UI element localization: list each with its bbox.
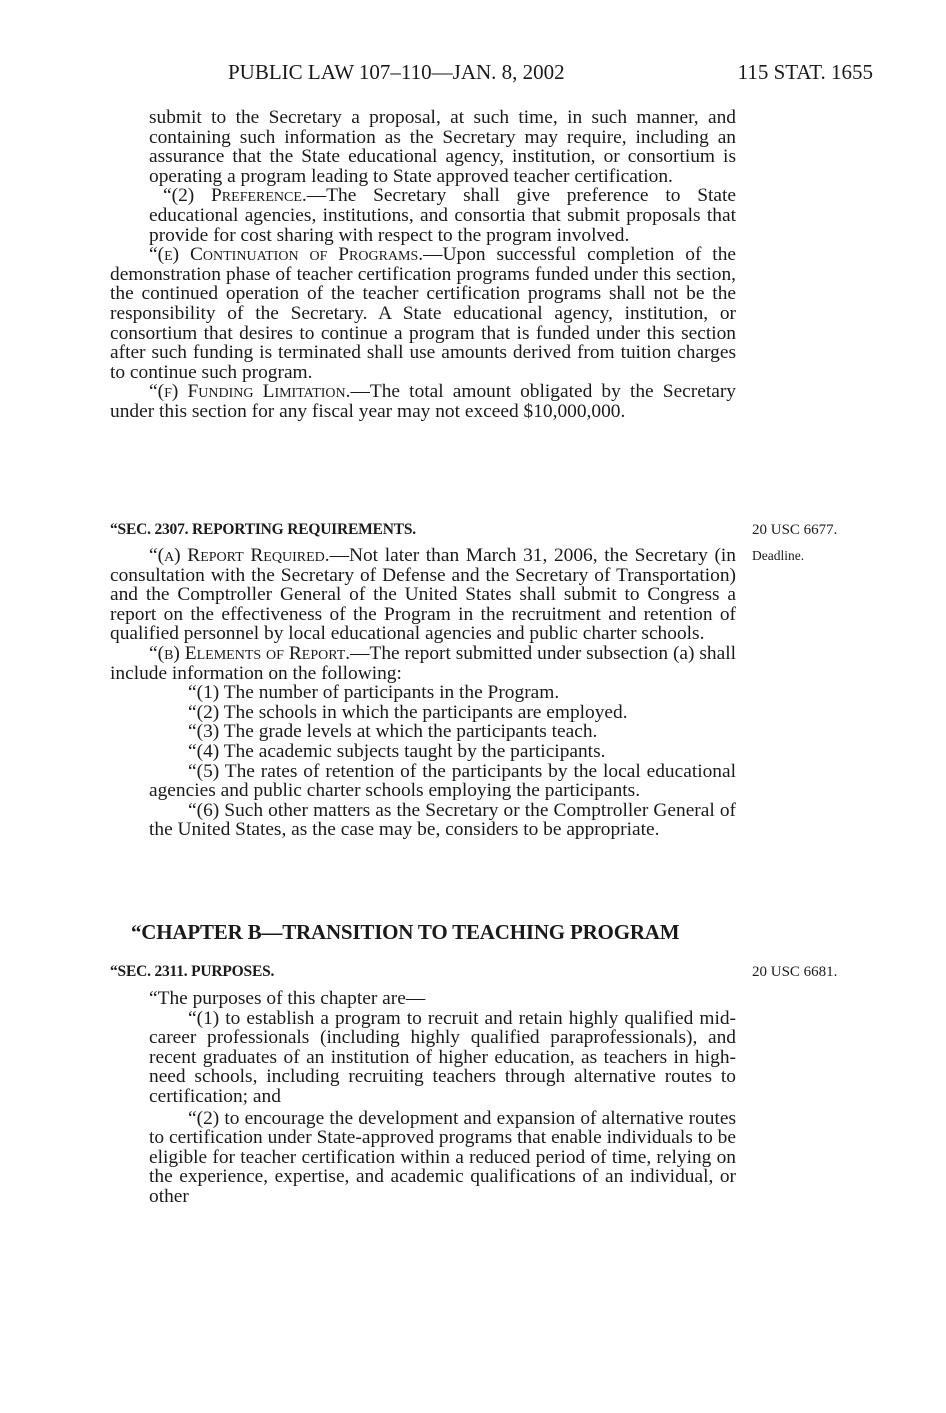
purpose-item-2: “(2) to encourage the development and expansion of alternative routes to certification under State-approved programs that enable individuals to be eligible for teacher certification within a reduced period of time, relying on the experience, expertise, and academic qualifications of an individual, or other bbox=[149, 1107, 736, 1207]
list-item-4: “(4) The academic subjects taught by the participants. bbox=[188, 740, 606, 762]
text-block-section-2311 bbox=[110, 989, 736, 1207]
elements-of-report-text: —The report submitted under subsection (a) shall include information on the following: bbox=[110, 642, 736, 684]
elements-of-report-label: “(b) Elements of Report. bbox=[149, 642, 351, 664]
list-item-1: “(1) The number of participants in the Program. bbox=[188, 682, 560, 704]
paragraph-elements-of-report bbox=[110, 644, 736, 683]
paragraph-continuation bbox=[110, 245, 736, 382]
section-2307-heading: “SEC. 2307. REPORTING REQUIREMENTS. bbox=[110, 521, 416, 538]
chapter-b-heading: “CHAPTER B—TRANSITION TO TEACHING PROGRAM bbox=[131, 920, 680, 944]
list-item-3: “(3) The grade levels at which the participants teach. bbox=[188, 721, 598, 743]
report-required-label: “(a) Report Required. bbox=[149, 545, 330, 566]
margin-note-20-usc-6677: 20 USC 6677. bbox=[752, 522, 838, 538]
paragraph-report-required bbox=[110, 546, 736, 644]
header-stat-page: 115 STAT. 1655 bbox=[737, 60, 873, 84]
funding-limitation-label: “(f) Funding Limitation. bbox=[149, 381, 351, 403]
margin-note-deadline: Deadline. bbox=[752, 548, 805, 563]
list-item-6: “(6) Such other matters as the Secretary or the Comptroller General of the United States, as the case may be, considers to be appropriate. bbox=[149, 799, 736, 841]
text-block-continuation bbox=[110, 108, 736, 422]
page-header bbox=[228, 60, 873, 88]
section-2311-heading: “SEC. 2311. PURPOSES. bbox=[110, 963, 275, 980]
list-item-2: “(2) The schools in which the participants are employed. bbox=[188, 701, 628, 723]
preference-text: —The Secretary shall give preference to State educational agencies, institutions, and consortia that submit proposals that provide for cost sharing with respect to the program involved. bbox=[149, 185, 736, 246]
header-public-law: PUBLIC LAW 107–110—JAN. 8, 2002 bbox=[228, 60, 565, 84]
purpose-item-1: “(1) to establish a program to recruit and retain highly qualified mid-career professionals (including highly qualified paraprofessionals), and recent graduates of an institution of higher education, as teachers in high-need schools, including recruiting teachers through alternative routes to certification; and bbox=[149, 1007, 736, 1107]
paragraph-proposal: submit to the Secretary a proposal, at such time, in such manner, and containing such information as the Secretary may require, including an assurance that the State educational agency, institution, or consortium is operating a program leading to State approved teacher certification. bbox=[149, 107, 736, 187]
continuation-text: —Upon successful completion of the demonstration phase of teacher certification programs funded under this section, the continued operation of the teacher certification programs shall not be the responsibility of the Secretary. A State educational agency, institution, or consortium that desires to continue a program that is funded under this section after such funding is terminated shall use amounts derived from tuition charges to continue such program. bbox=[110, 244, 736, 383]
continuation-label: “(e) Continuation of Programs. bbox=[149, 244, 424, 266]
report-required-text: —Not later than March 31, 2006, the Secretary (in consultation with the Secretary of Defense and the Secretary of Transportation) and the Comptroller General of the United States shall submit to Congress a report on the effectiveness of the Program in the recruitment and retention of qualified personnel by local educational agencies and public charter schools. bbox=[110, 545, 736, 645]
paragraph-preference bbox=[110, 186, 736, 245]
text-block-section-2307 bbox=[110, 546, 736, 840]
paragraph-funding-limitation bbox=[110, 382, 736, 421]
funding-limitation-text: —The total amount obligated by the Secretary under this section for any fiscal year may not exceed $10,000,000. bbox=[110, 381, 736, 422]
preference-label: “(2) Preference. bbox=[163, 185, 307, 207]
list-item-5: “(5) The rates of retention of the participants by the local educational agencies and public charter schools employing the participants. bbox=[149, 760, 736, 802]
margin-note-20-usc-6681: 20 USC 6681. bbox=[752, 964, 838, 980]
paragraph-purposes-intro: “The purposes of this chapter are— bbox=[149, 988, 426, 1009]
